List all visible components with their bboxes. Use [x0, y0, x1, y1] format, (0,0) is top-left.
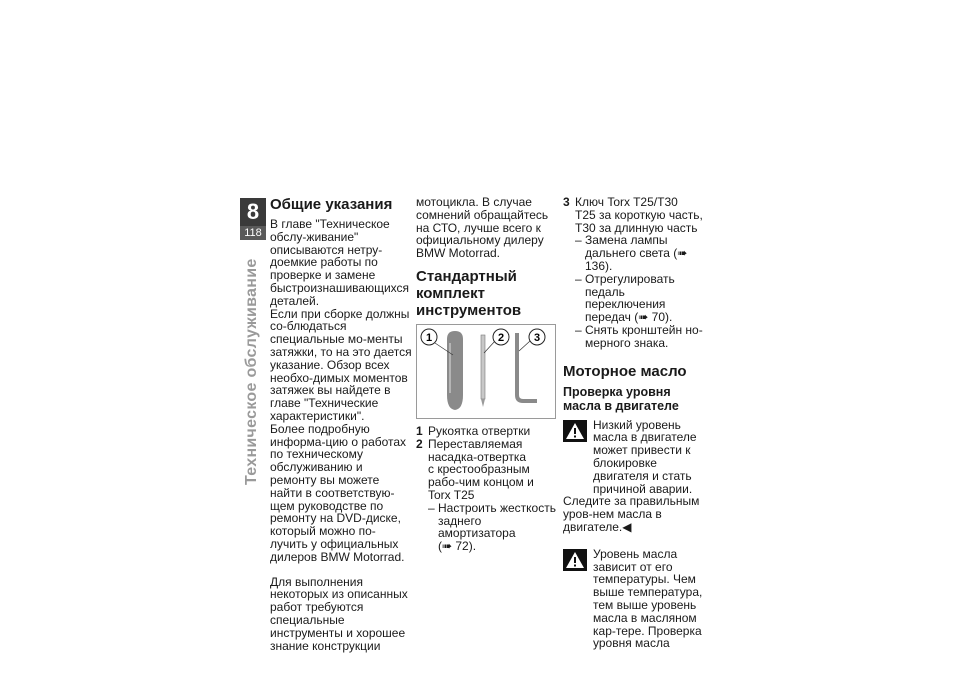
callout-3: [529, 329, 545, 345]
chapter-tab: 8: [240, 198, 266, 226]
list-item: 3 Ключ Torx T25/T30 T25 за короткую часть, T30 за длинную часть – Замена лампы дальнего света (➠ 136). – Отрегулировать педаль переключения передач (➠ 70). – Снять кронштейн но-мерного знака.: [563, 195, 703, 350]
paragraph: В главе "Техническое обслу-живание" описываются нетру-доемкие работы по проверке и замене быстроизнашивающихся деталей.: [270, 217, 410, 308]
item-subtext: Снять кронштейн но-мерного знака.: [585, 322, 703, 350]
paragraph: Если при сборке должны со-блюдаться специальные мо-менты затяжки, то на это дается указание. Обзор всех необхо-димых моментов затяжек вы найдете в главе "Технические характеристики".: [270, 306, 412, 423]
page-reference: (➠ 72).: [438, 539, 477, 554]
item-text: с крестообразным рабо-чим концом и Torx T25: [428, 462, 534, 502]
toolkit-figure: [416, 324, 556, 419]
warning-text: Уровень масла зависит от его температуры. Чем выше температура, тем выше уровень масла в масляном кар-тере. Проверка уровня масла: [593, 546, 703, 651]
warning-block: [563, 419, 703, 496]
heading-toolkit: Стандартный комплект инструментов: [416, 267, 522, 319]
warning-text: Низкий уровень масла в двигателе может привести к блокировке двигателя и стать причиной аварии.: [593, 417, 697, 496]
warning-icon: [563, 420, 587, 442]
heading-engine-oil: Моторное масло: [563, 362, 687, 380]
list-item: [416, 425, 556, 438]
item-subtext: Отрегулировать педаль переключения передач (➠ 70).: [585, 271, 675, 325]
paragraph: Следите за правильным уров-нем масла в двигателе.◀: [563, 494, 700, 534]
page-number: 118: [240, 226, 266, 240]
item-number: 3: [563, 195, 570, 209]
warning-icon: [563, 549, 587, 571]
svg-text:3: 3: [533, 331, 541, 344]
item-text: Ключ Torx T25/T30: [575, 195, 678, 209]
warning-block: [563, 548, 703, 650]
column-2: [416, 196, 556, 553]
heading-general-notes: Общие указания: [270, 196, 393, 213]
svg-text:2: 2: [497, 331, 505, 344]
paragraph: мотоцикла. В случае сомнений обращайтесь на СТО, лучше всего к официальному дилеру BMW Motorrad.: [416, 195, 549, 261]
paragraph: Более подробную информа-цию о работах по техническому обслуживанию и ремонту вы можете найти в соответствую-щем руководстве по ремонту на DVD-диске, который можно по-лучить у официальных дилеров BMW Motorrad.: [270, 421, 407, 564]
item-number: 1: [416, 423, 423, 438]
item-number: 2: [416, 436, 423, 451]
item-subtext: Настроить жесткость заднего амортизатора: [438, 500, 556, 541]
item-text: Переставляемая насадка-отвертка: [428, 436, 527, 464]
section-title-vertical: Техническое обслуживание: [243, 258, 260, 485]
screwdriver-bit-illustration: [481, 335, 485, 399]
subheading-oil-level-check: Проверка уровня масла в двигателе: [563, 384, 679, 413]
item-text: T25 за короткую часть,: [575, 207, 703, 222]
list-item: 2 Переставляемая насадка-отвертка с крестообразным рабо-чим концом и Torx T25 – Настроить жесткость заднего амортизатора (➠ 72).: [416, 436, 556, 554]
column-3: [563, 196, 703, 650]
svg-text:1: 1: [425, 331, 433, 344]
callout-1: [421, 329, 437, 345]
paragraph: Для выполнения некоторых из описанных работ требуются специальные инструменты и хорошее знание конструкции: [270, 574, 408, 653]
item-text: T30 за длинную часть: [575, 220, 698, 235]
item-text: Рукоятка отвертки: [428, 423, 531, 438]
callout-2: [493, 329, 509, 345]
column-1: [270, 196, 412, 652]
item-subtext: Замена лампы дальнего света (➠ 136).: [585, 233, 688, 273]
